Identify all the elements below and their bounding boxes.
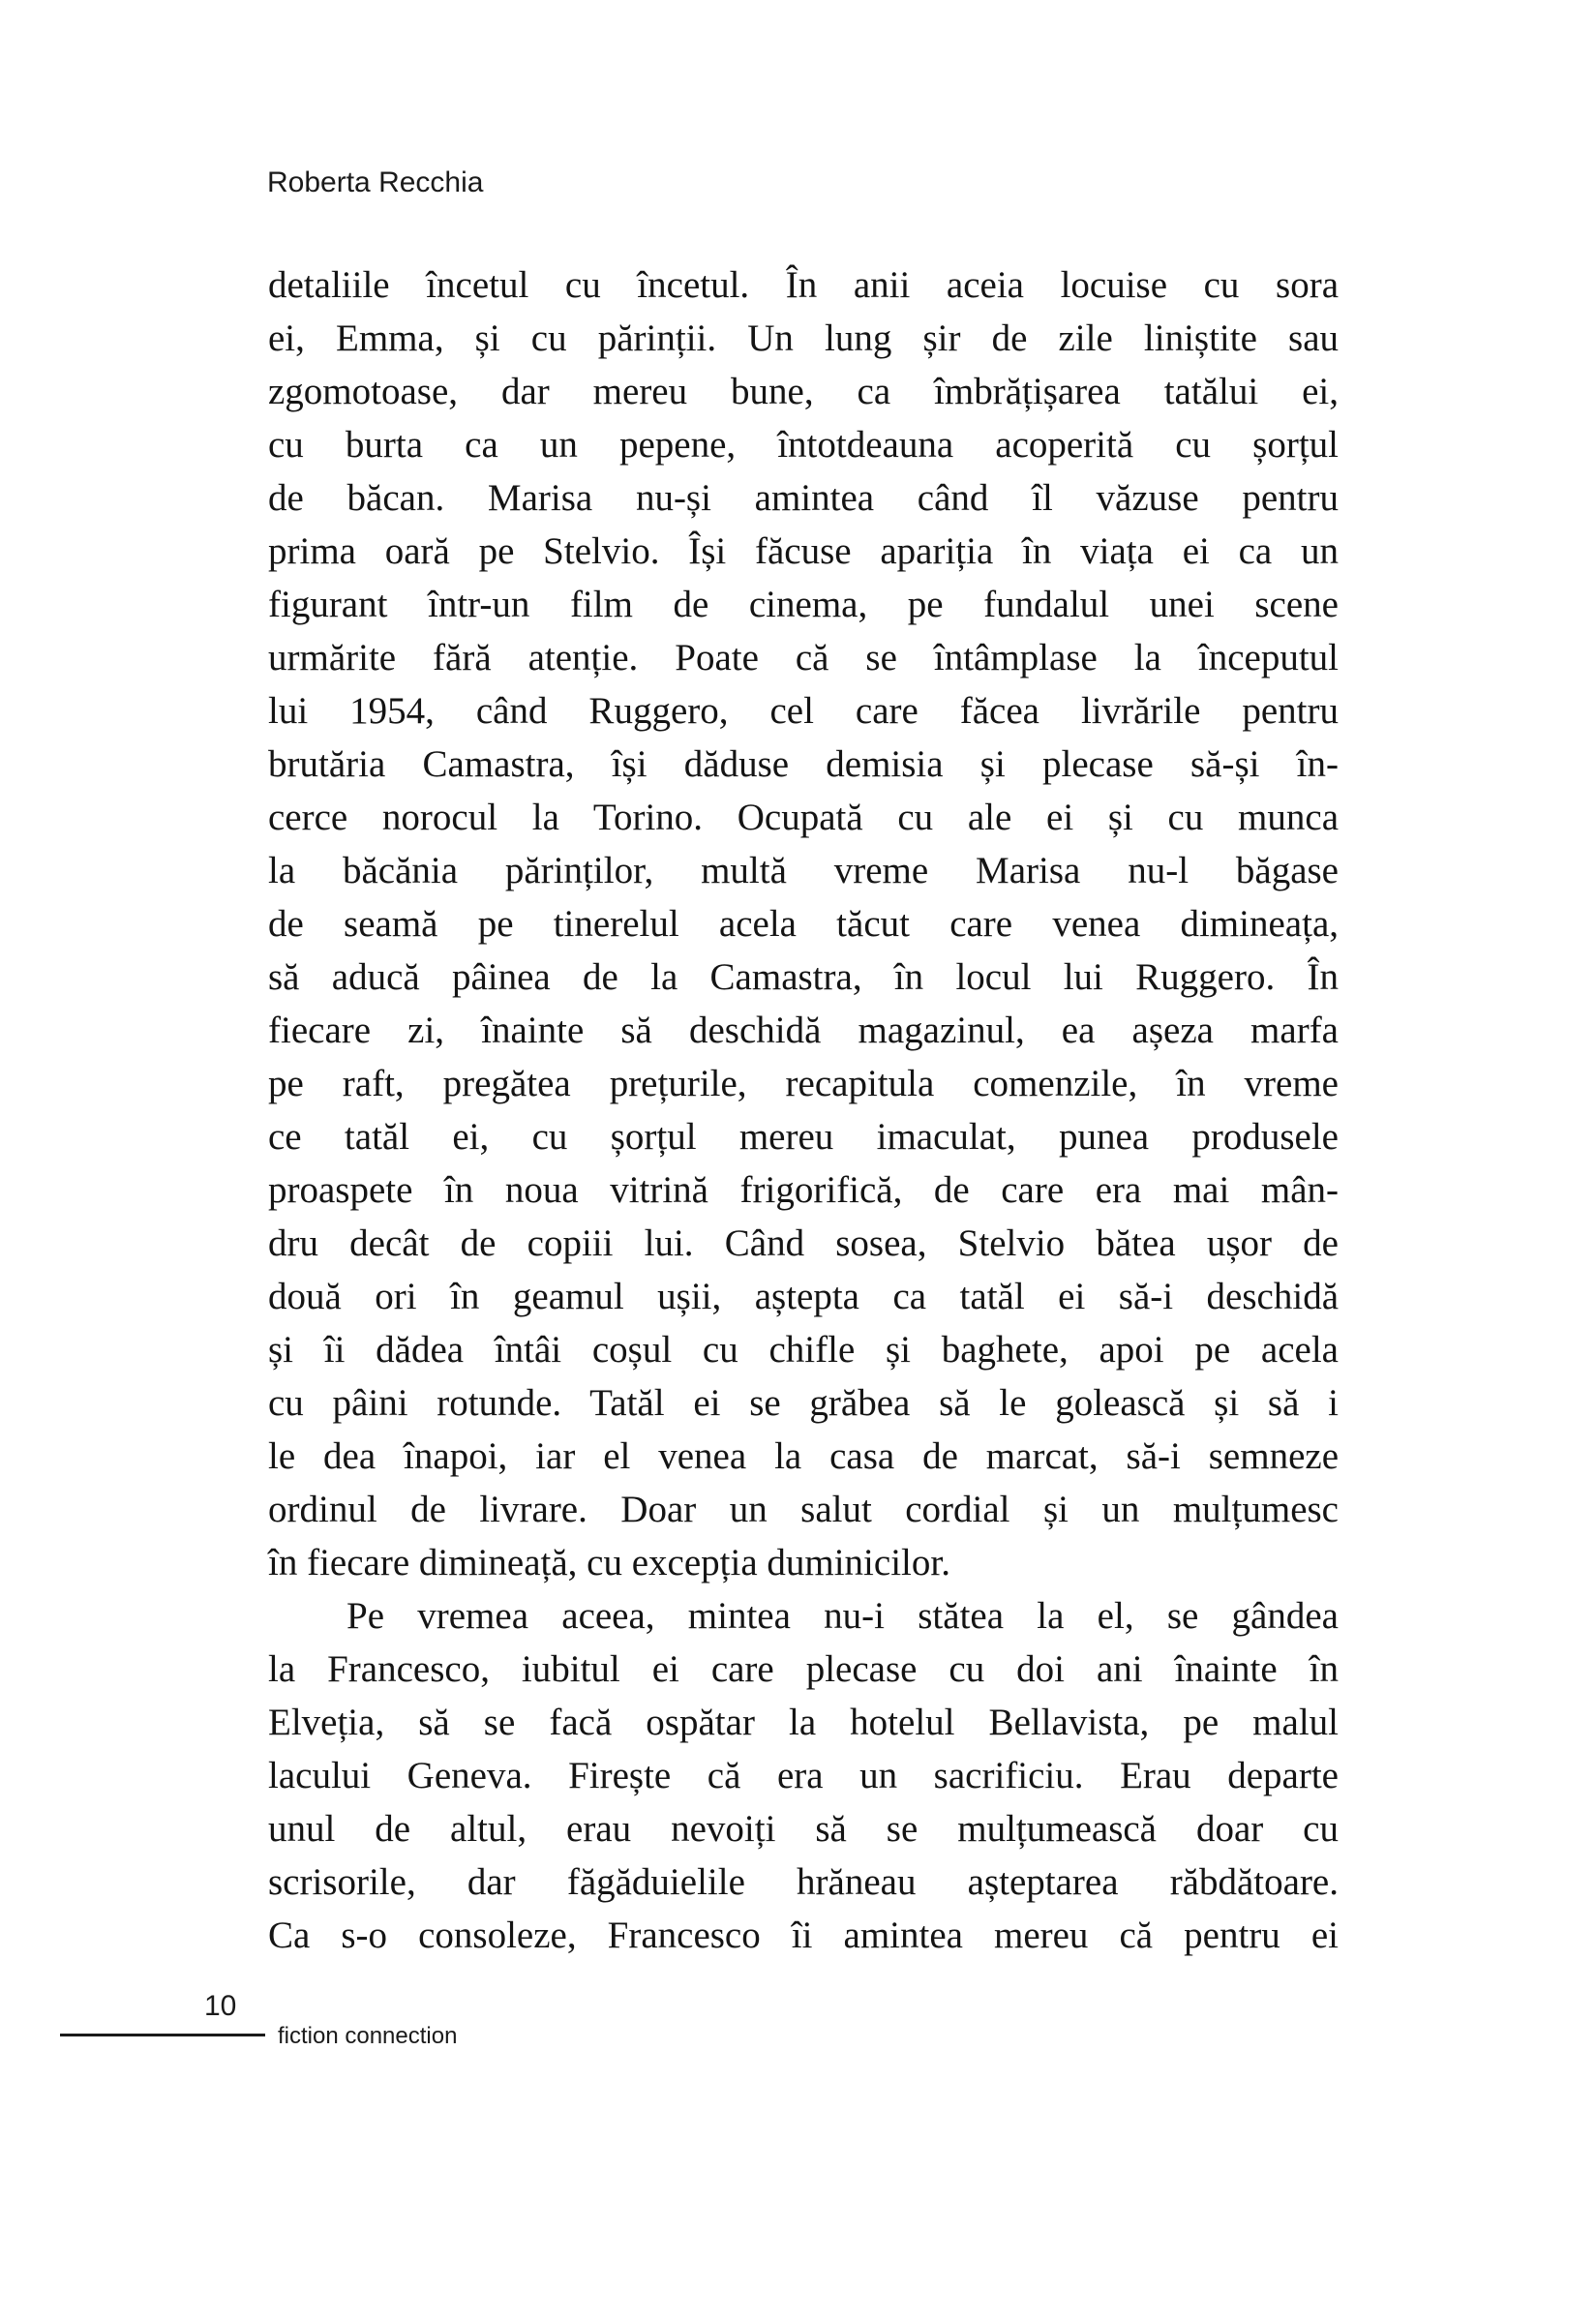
text-line: ce tatăl ei, cu șorțul mereu imaculat, punea produsele bbox=[268, 1116, 1339, 1158]
text-line: urmărite fără atenție. Poate că se întâmplase la începutul bbox=[268, 637, 1339, 679]
text-line: prima oară pe Stelvio. Își făcuse apariția în viața ei ca un bbox=[268, 530, 1339, 572]
text-line: proaspete în noua vitrină frigorifică, de care era mai mân- bbox=[268, 1169, 1339, 1211]
text-line: detaliile încetul cu încetul. În anii aceia locuise cu sora bbox=[268, 264, 1339, 306]
text-line: scrisorile, dar făgăduielile hrăneau așteptarea răbdătoare. bbox=[268, 1861, 1339, 1903]
text-line: să aducă pâinea de la Camastra, în locul lui Ruggero. În bbox=[268, 956, 1339, 998]
text-line: și îi dădea întâi coșul cu chifle și baghete, apoi pe acela bbox=[268, 1329, 1339, 1371]
text-line: ordinul de livrare. Doar un salut cordial și un mulțumesc bbox=[268, 1489, 1339, 1530]
text-line: de seamă pe tinerelul acela tăcut care venea dimineața, bbox=[268, 903, 1339, 945]
text-line: brutăria Camastra, își dăduse demisia și plecase să-și în- bbox=[268, 743, 1339, 785]
text-line: două ori în geamul ușii, aștepta ca tatăl ei să-i deschidă bbox=[268, 1276, 1339, 1317]
page-number: 10 bbox=[204, 1990, 237, 2022]
footer-rule bbox=[60, 2034, 265, 2036]
text-line: le dea înapoi, iar el venea la casa de marcat, să-i semneze bbox=[268, 1435, 1339, 1477]
text-line: de băcan. Marisa nu-și amintea când îl văzuse pentru bbox=[268, 477, 1339, 519]
body-text bbox=[268, 258, 1339, 1962]
text-line: ei, Emma, și cu părinții. Un lung șir de zile liniștite sau bbox=[268, 317, 1339, 359]
text-line: lui 1954, când Ruggero, cel care făcea livrările pentru bbox=[268, 690, 1339, 732]
text-line: dru decât de copiii lui. Când sosea, Stelvio bătea ușor de bbox=[268, 1222, 1339, 1264]
text-line: cu burta ca un pepene, întotdeauna acoperită cu șorțul bbox=[268, 424, 1339, 466]
text-line: Ca s-o consoleze, Francesco îi amintea mereu că pentru ei bbox=[268, 1915, 1339, 1956]
text-line: Elveția, să se facă ospătar la hotelul Bellavista, pe malul bbox=[268, 1702, 1339, 1743]
text-line: la Francesco, iubitul ei care plecase cu doi ani înainte în bbox=[268, 1648, 1339, 1690]
text-line: la băcănia părinților, multă vreme Marisa nu-l băgase bbox=[268, 850, 1339, 891]
text-line: lacului Geneva. Firește că era un sacrificiu. Erau departe bbox=[268, 1755, 1339, 1796]
text-line: Pe vremea aceea, mintea nu-i stătea la el, se gândea bbox=[346, 1595, 1339, 1637]
text-line: figurant într-un film de cinema, pe fundalul unei scene bbox=[268, 584, 1339, 625]
text-line: unul de altul, erau nevoiți să se mulțumească doar cu bbox=[268, 1808, 1339, 1850]
text-line: pe raft, pregătea prețurile, recapitula comenzile, în vreme bbox=[268, 1063, 1339, 1104]
text-line: cu pâini rotunde. Tatăl ei se grăbea să le golească și să i bbox=[268, 1382, 1339, 1424]
imprint-label: fiction connection bbox=[278, 2023, 458, 2049]
text-line: cerce norocul la Torino. Ocupată cu ale ei și cu munca bbox=[268, 797, 1339, 838]
author-header: Roberta Recchia bbox=[267, 166, 484, 198]
text-line: zgomotoase, dar mereu bune, ca îmbrățișarea tatălui ei, bbox=[268, 371, 1339, 412]
text-line: fiecare zi, înainte să deschidă magazinul, ea așeza marfa bbox=[268, 1010, 1339, 1051]
text-line: în fiecare dimineață, cu excepția duminicilor. bbox=[268, 1542, 950, 1583]
